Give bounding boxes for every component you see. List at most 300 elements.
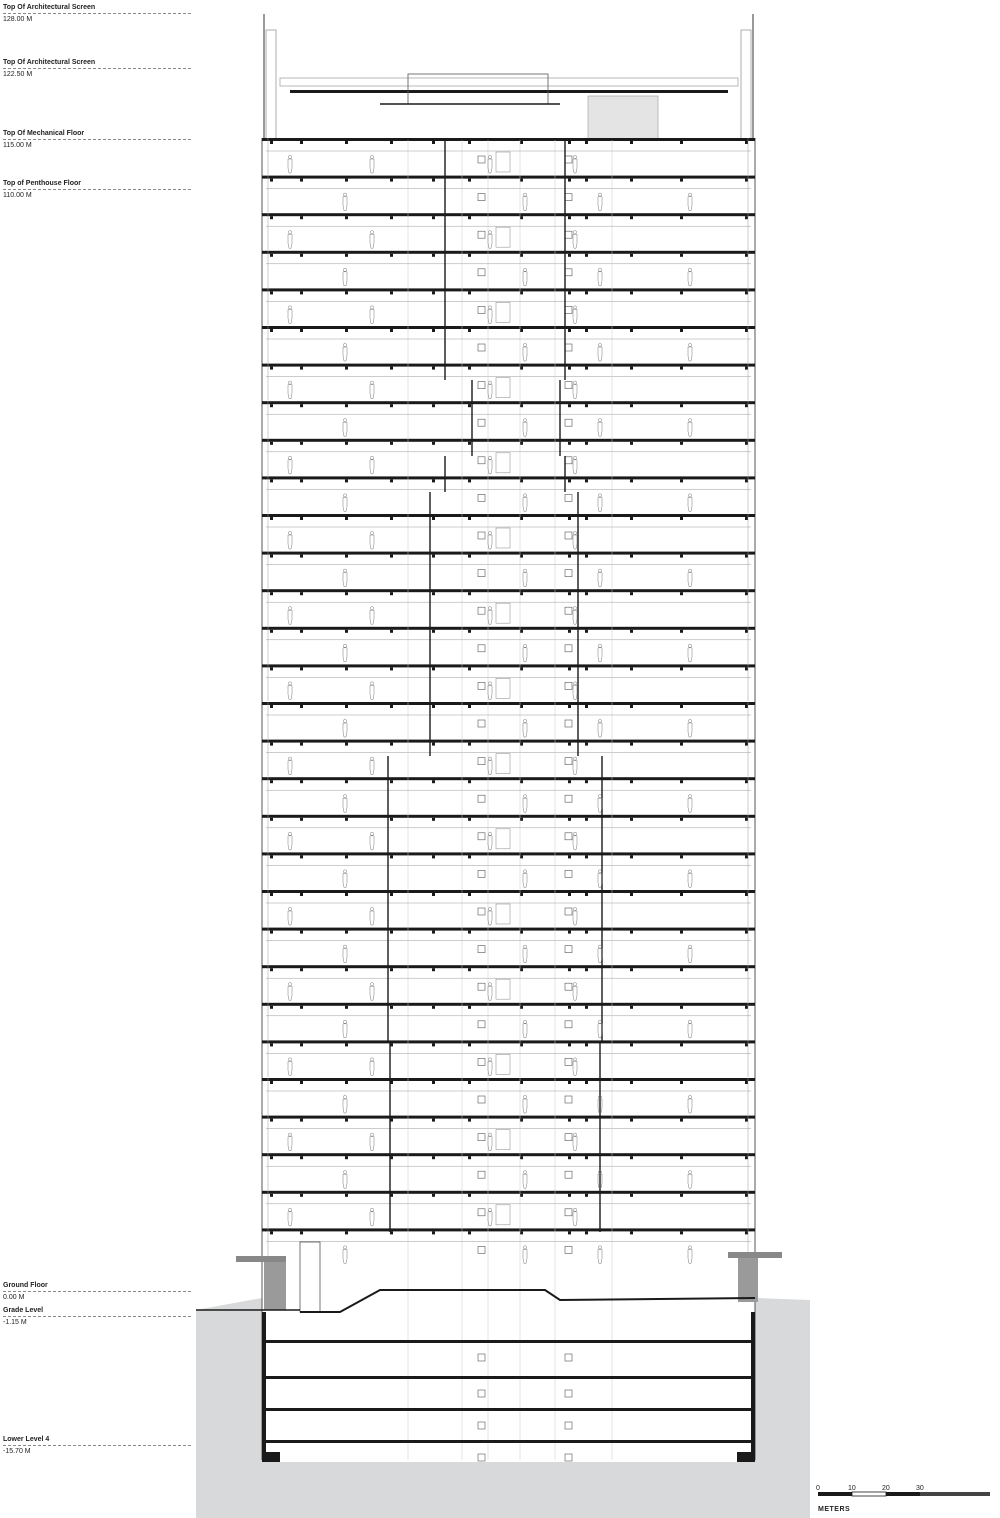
person-body [288, 1061, 292, 1075]
core-opening [478, 419, 485, 426]
column-mark [745, 141, 748, 144]
column-mark [520, 630, 523, 633]
canopy-right [728, 1252, 782, 1258]
person-figure [288, 607, 292, 625]
person-body [370, 1137, 374, 1151]
column-mark [568, 179, 571, 182]
column-mark [568, 1194, 571, 1197]
column-mark [300, 667, 303, 670]
column-mark [345, 743, 348, 746]
column-mark [520, 254, 523, 257]
column-mark [270, 1194, 273, 1197]
column-mark [432, 893, 435, 896]
person-body [573, 535, 577, 549]
person-head [343, 1246, 346, 1249]
person-body [288, 685, 292, 699]
column-mark [630, 141, 633, 144]
column-mark [300, 367, 303, 370]
person-figure [488, 381, 492, 399]
person-head [370, 983, 373, 986]
core-opening [565, 1422, 572, 1429]
person-head [288, 1133, 291, 1136]
column-mark [680, 968, 683, 971]
person-figure [370, 1208, 374, 1226]
column-mark [630, 630, 633, 633]
floor-slab [262, 589, 755, 592]
column-mark [680, 1006, 683, 1009]
level-name: Top Of Mechanical Floor [3, 130, 85, 137]
column-mark [390, 517, 393, 520]
person-head [288, 832, 291, 835]
column-mark [345, 1194, 348, 1197]
person-figure [288, 381, 292, 399]
column-mark [680, 1231, 683, 1234]
column-mark [630, 291, 633, 294]
person-body [370, 309, 374, 323]
column-mark [520, 216, 523, 219]
core-opening [565, 156, 572, 163]
column-mark [270, 893, 273, 896]
floor-slab [262, 1153, 755, 1156]
column-mark [520, 517, 523, 520]
core-opening [478, 983, 485, 990]
column-mark [568, 855, 571, 858]
person-head [523, 719, 526, 722]
column-mark [300, 329, 303, 332]
column-mark [300, 479, 303, 482]
person-head [598, 1246, 601, 1249]
person-figure [598, 494, 602, 512]
core-opening [478, 1454, 485, 1461]
level-name: Grade Level [3, 1307, 44, 1314]
person-figure [688, 193, 692, 211]
level-dash [3, 13, 191, 14]
column-mark [585, 367, 588, 370]
level-value: 115.00 M [3, 142, 32, 149]
core-opening [478, 1354, 485, 1361]
person-body [343, 1174, 347, 1188]
column-mark [432, 517, 435, 520]
person-head [343, 870, 346, 873]
column-mark [630, 254, 633, 257]
column-mark [630, 555, 633, 558]
column-mark [432, 968, 435, 971]
column-mark [270, 1119, 273, 1122]
core-opening [478, 570, 485, 577]
footing [262, 1452, 280, 1462]
person-body [688, 197, 692, 211]
core-opening [478, 795, 485, 802]
column-mark [270, 855, 273, 858]
column-mark [680, 1194, 683, 1197]
column-mark [680, 1156, 683, 1159]
person-body [523, 949, 527, 963]
person-figure [488, 531, 492, 549]
person-head [370, 155, 373, 158]
column-mark [300, 141, 303, 144]
column-mark [680, 141, 683, 144]
core-opening [565, 645, 572, 652]
person-figure [688, 1020, 692, 1038]
column-mark [568, 404, 571, 407]
person-head [343, 719, 346, 722]
core-opening [478, 607, 485, 614]
column-mark [345, 968, 348, 971]
core-opening [565, 983, 572, 990]
column-mark [345, 141, 348, 144]
person-body [488, 1061, 492, 1075]
person-head [573, 983, 576, 986]
column-mark [680, 404, 683, 407]
column-mark [300, 1043, 303, 1046]
person-figure [488, 1058, 492, 1076]
column-mark [745, 291, 748, 294]
column-mark [300, 743, 303, 746]
column-mark [630, 479, 633, 482]
floor-slab [262, 1040, 755, 1043]
column-mark [300, 780, 303, 783]
level-name: Top Of Architectural Screen [3, 59, 96, 66]
column-mark [345, 1156, 348, 1159]
person-body [288, 460, 292, 474]
column-mark [568, 141, 571, 144]
column-mark [345, 592, 348, 595]
person-body [598, 1249, 602, 1263]
column-mark [568, 968, 571, 971]
person-head [598, 1020, 601, 1023]
person-body [688, 422, 692, 436]
person-head [598, 870, 601, 873]
column-mark [520, 1081, 523, 1084]
person-figure [343, 1095, 347, 1113]
column-mark [745, 367, 748, 370]
person-body [573, 685, 577, 699]
person-head [598, 343, 601, 346]
column-mark [680, 329, 683, 332]
column-mark [432, 931, 435, 934]
level-marker [3, 1281, 193, 1302]
person-figure [598, 1246, 602, 1264]
person-figure [288, 1208, 292, 1226]
person-body [523, 272, 527, 286]
column-mark [270, 743, 273, 746]
column-mark [300, 705, 303, 708]
column-mark [270, 179, 273, 182]
level-dash [3, 1316, 191, 1317]
column-mark [520, 404, 523, 407]
person-head [488, 1208, 491, 1211]
person-head [573, 381, 576, 384]
core-opening [565, 344, 572, 351]
column-mark [345, 216, 348, 219]
column-mark [568, 442, 571, 445]
floor-slab [262, 251, 755, 254]
person-head [688, 193, 691, 196]
person-head [688, 1246, 691, 1249]
core-opening [565, 1246, 572, 1253]
person-body [573, 159, 577, 173]
column-mark [345, 1231, 348, 1234]
column-mark [568, 479, 571, 482]
person-figure [688, 945, 692, 963]
person-head [688, 1020, 691, 1023]
person-body [598, 347, 602, 361]
person-body [688, 873, 692, 887]
core-opening [478, 306, 485, 313]
column-mark [520, 1043, 523, 1046]
scale-unit-label: METERS [818, 1506, 851, 1513]
core-opening [565, 1454, 572, 1461]
column-mark [585, 404, 588, 407]
person-figure [288, 155, 292, 173]
column-mark [468, 1043, 471, 1046]
elevator-door [496, 754, 510, 774]
person-body [370, 535, 374, 549]
elevator-door [496, 1054, 510, 1074]
column-mark [680, 705, 683, 708]
column-mark [630, 592, 633, 595]
column-mark [300, 931, 303, 934]
column-mark [585, 1043, 588, 1046]
person-figure [488, 231, 492, 249]
column-mark [345, 291, 348, 294]
column-mark [520, 367, 523, 370]
column-mark [270, 141, 273, 144]
column-mark [585, 442, 588, 445]
column-mark [585, 968, 588, 971]
column-mark [520, 1156, 523, 1159]
person-figure [488, 456, 492, 474]
column-mark [630, 780, 633, 783]
column-mark [745, 780, 748, 783]
floor-slab [262, 1116, 755, 1119]
floor-slab [262, 1228, 755, 1231]
column-mark [745, 855, 748, 858]
person-head [343, 644, 346, 647]
core-opening [478, 382, 485, 389]
core-opening [478, 758, 485, 765]
person-head [288, 531, 291, 534]
person-figure [488, 757, 492, 775]
column-mark [345, 1081, 348, 1084]
ground-slab [300, 1290, 755, 1312]
column-mark [745, 931, 748, 934]
column-mark [520, 442, 523, 445]
column-mark [390, 216, 393, 219]
column-mark [630, 1231, 633, 1234]
person-body [523, 422, 527, 436]
column-mark [680, 855, 683, 858]
person-figure [343, 494, 347, 512]
person-head [370, 381, 373, 384]
person-head [370, 1058, 373, 1061]
column-mark [300, 442, 303, 445]
person-body [370, 836, 374, 850]
core-opening [478, 1058, 485, 1065]
person-figure [573, 1208, 577, 1226]
person-head [288, 155, 291, 158]
column-mark [345, 479, 348, 482]
floor-slab [262, 1191, 755, 1194]
person-body [523, 573, 527, 587]
basement-wall [262, 1312, 266, 1462]
person-head [598, 644, 601, 647]
column-mark [300, 404, 303, 407]
column-mark [345, 855, 348, 858]
person-figure [288, 757, 292, 775]
person-body [573, 234, 577, 248]
person-head [370, 607, 373, 610]
elevator-door [496, 152, 510, 172]
person-head [488, 231, 491, 234]
person-body [488, 610, 492, 624]
column-mark [390, 968, 393, 971]
person-head [370, 306, 373, 309]
person-head [573, 1208, 576, 1211]
person-body [523, 798, 527, 812]
elevator-door [496, 227, 510, 247]
person-head [523, 419, 526, 422]
column-mark [390, 893, 393, 896]
column-mark [468, 329, 471, 332]
column-mark [630, 517, 633, 520]
core-opening [565, 1058, 572, 1065]
person-body [288, 1212, 292, 1226]
person-figure [488, 607, 492, 625]
core-opening [565, 194, 572, 201]
person-figure [343, 569, 347, 587]
core-opening [565, 1209, 572, 1216]
column-mark [300, 630, 303, 633]
column-mark [468, 404, 471, 407]
elevator-door [496, 829, 510, 849]
level-marker [3, 1306, 193, 1327]
core-opening [565, 532, 572, 539]
column-mark [300, 254, 303, 257]
column-mark [345, 517, 348, 520]
column-mark [390, 818, 393, 821]
person-figure [573, 155, 577, 173]
person-head [488, 832, 491, 835]
column-mark [585, 479, 588, 482]
person-body [370, 159, 374, 173]
core-opening [478, 946, 485, 953]
person-body [573, 1137, 577, 1151]
column-mark [520, 780, 523, 783]
person-body [370, 911, 374, 925]
person-head [523, 193, 526, 196]
column-mark [585, 1081, 588, 1084]
column-mark [432, 667, 435, 670]
person-head [573, 757, 576, 760]
person-figure [288, 682, 292, 700]
mech-penthouse [408, 74, 548, 104]
column-mark [680, 442, 683, 445]
core-opening [565, 382, 572, 389]
person-body [573, 1061, 577, 1075]
column-mark [745, 254, 748, 257]
column-mark [585, 141, 588, 144]
person-head [688, 343, 691, 346]
person-body [573, 385, 577, 399]
column-mark [680, 517, 683, 520]
person-figure [288, 306, 292, 324]
column-mark [270, 931, 273, 934]
floor-slab [262, 627, 755, 630]
person-body [343, 272, 347, 286]
elevator-door [496, 378, 510, 398]
column-mark [390, 592, 393, 595]
person-head [288, 607, 291, 610]
column-mark [300, 1081, 303, 1084]
person-body [488, 836, 492, 850]
level-dash [3, 1291, 191, 1292]
column-mark [520, 855, 523, 858]
person-body [598, 648, 602, 662]
person-head [573, 155, 576, 158]
column-mark [270, 1006, 273, 1009]
core-opening [565, 494, 572, 501]
ground-under [196, 1462, 810, 1518]
column-mark [585, 780, 588, 783]
person-head [370, 1208, 373, 1211]
person-body [370, 385, 374, 399]
person-body [343, 873, 347, 887]
column-mark [432, 743, 435, 746]
column-mark [630, 1119, 633, 1122]
person-figure [598, 569, 602, 587]
person-figure [488, 832, 492, 850]
person-head [688, 1095, 691, 1098]
column-mark [390, 667, 393, 670]
person-figure [688, 569, 692, 587]
floor-slab [262, 890, 755, 893]
column-mark [585, 931, 588, 934]
core-opening [478, 908, 485, 915]
person-figure [688, 343, 692, 361]
level-value: -15.70 M [3, 1448, 31, 1455]
column-mark [300, 1006, 303, 1009]
person-figure [688, 1095, 692, 1113]
person-head [288, 757, 291, 760]
column-mark [270, 291, 273, 294]
core-opening [565, 1354, 572, 1361]
floor-slab [262, 928, 755, 931]
column-mark [568, 1006, 571, 1009]
core-opening [478, 1134, 485, 1141]
person-head [288, 306, 291, 309]
person-body [288, 309, 292, 323]
column-mark [345, 329, 348, 332]
column-mark [745, 1231, 748, 1234]
person-figure [573, 832, 577, 850]
core-opening [565, 419, 572, 426]
column-mark [520, 1194, 523, 1197]
person-body [288, 385, 292, 399]
column-mark [300, 592, 303, 595]
column-mark [270, 517, 273, 520]
column-mark [300, 1231, 303, 1234]
level-dash [3, 189, 191, 190]
core-opening [565, 1134, 572, 1141]
column-mark [468, 517, 471, 520]
column-mark [390, 179, 393, 182]
person-body [598, 272, 602, 286]
person-figure [598, 644, 602, 662]
person-body [370, 1061, 374, 1075]
column-mark [432, 479, 435, 482]
person-figure [370, 531, 374, 549]
